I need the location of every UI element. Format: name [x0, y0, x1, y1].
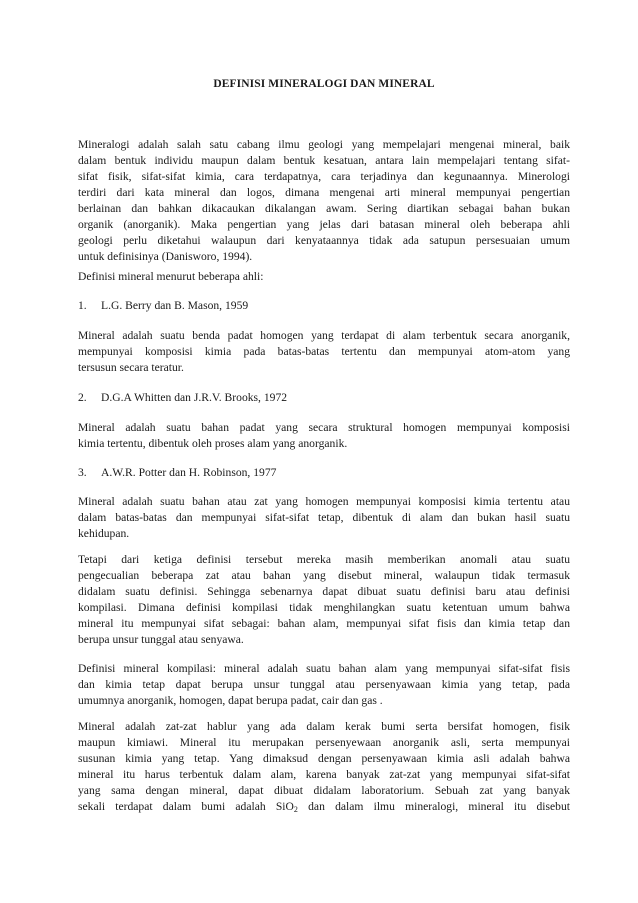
text-line: umumnya anorganik, homogen, dapat berupa padat, cair dan gas .: [78, 694, 383, 707]
list-item-3: [78, 465, 276, 481]
text-line: Mineral adalah suatu benda padat homogen yang terdapat di alam terbentuk secara anorganik,: [78, 329, 570, 342]
text-segment: sekali terdapat dalam bumi adalah SiO: [78, 800, 294, 813]
paragraph-crystalline: [78, 719, 570, 818]
paragraph-anomaly: [78, 552, 570, 648]
list-text: D.G.A Whitten dan J.R.V. Brooks, 1972: [101, 391, 288, 404]
paragraph-compilation: [78, 661, 570, 709]
text-line: berlainan dan bahkan dikacaukan dikalangan awam. Sering diartikan sebagai bahan bukan: [78, 202, 570, 215]
paragraph-definition-2: [78, 420, 570, 452]
text-segment: dan dalam ilmu mineralogi, mineral itu disebut: [297, 800, 570, 813]
text-line: dan kimia tetap dapat berupa unsur tunggal atau persenyawaan kimia yang tetap, pada: [78, 678, 570, 691]
list-item-1: [78, 298, 248, 314]
list-number: 1.: [78, 299, 87, 312]
text-line: untuk definisinya (Danisworo, 1994).: [78, 250, 253, 263]
text-line: kimia tertentu, dibentuk oleh proses alam yang anorganik.: [78, 437, 348, 450]
paragraph-definition-3: [78, 494, 570, 542]
text-line-formula: [78, 799, 570, 818]
text-line: Tetapi dari ketiga definisi tersebut mereka masih memberikan anomali atau suatu: [78, 553, 570, 566]
list-number: 3.: [78, 466, 87, 479]
list-number: 2.: [78, 391, 87, 404]
text-line: Mineral adalah zat-zat hablur yang ada dalam kerak bumi serta bersifat homogen, fisik: [78, 720, 570, 733]
text-line: Definisi mineral kompilasi: mineral adalah suatu bahan alam yang mempunyai sifat-sifat fisis: [78, 662, 570, 675]
text-line: maupun kimiawi. Mineral itu merupakan persenyewaan anorganik asli, serta mempunyai: [78, 736, 570, 749]
text-line: geologi perlu diketahui walaupun dari kenyataannya tidak ada satupun persesuaian umum: [78, 234, 570, 247]
paragraph-definitions-intro: [78, 269, 570, 285]
text-line: dalam batas-batas dan mempunyai sifat-sifat tetap, dibentuk di alam dan bukan hasil suatu: [78, 511, 570, 524]
text-line: Definisi mineral menurut beberapa ahli:: [78, 270, 264, 283]
text-line: dalam bentuk individu maupun dalam bentuk kesatuan, antara lain mempelajari tentang sifat-: [78, 154, 570, 167]
subscript: 2: [293, 805, 298, 814]
text-line: kompilasi. Dimana definisi kompilasi tidak menghilangkan suatu ketentuan umum bahwa: [78, 601, 570, 614]
list-text: A.W.R. Potter dan H. Robinson, 1977: [101, 466, 277, 479]
text-line: Mineral adalah suatu bahan atau zat yang homogen mempunyai komposisi kimia tertentu atau: [78, 495, 570, 508]
list-text: L.G. Berry dan B. Mason, 1959: [101, 299, 249, 312]
text-line: pengecualian beberapa zat atau bahan yang disebut mineral, walaupun tidak termasuk: [78, 569, 570, 582]
paragraph-definition-1: [78, 328, 570, 376]
paragraph-intro: [78, 137, 570, 265]
text-line: susunan kimia yang tetap. Yang dimaksud dengan persenyawaan kimia asli adalah bahwa: [78, 752, 570, 765]
text-line: berupa unsur tunggal atau senyawa.: [78, 633, 244, 646]
document-title: DEFINISI MINERALOGI DAN MINERAL: [213, 78, 435, 90]
text-line: mineral itu harus terbentuk dalam alam, karena banyak zat-zat yang mempunyai sifat-sifat: [78, 768, 570, 781]
text-line: Mineralogi adalah salah satu cabang ilmu geologi yang mempelajari mengenai mineral, baik: [78, 138, 570, 151]
text-line: Mineral adalah suatu bahan padat yang secara struktural homogen mempunyai komposisi: [78, 421, 570, 434]
text-line: mempunyai komposisi kimia pada batas-batas tertentu dan mempunyai atom-atom yang: [78, 345, 570, 358]
text-line: tersusun secara teratur.: [78, 361, 184, 374]
text-line: sifat fisik, sifat-sifat kimia, cara terdapatnya, cara terjadinya dan kegunaannya. Minerologi: [78, 170, 570, 183]
text-line: organik (anorganik). Maka pengertian yang jelas dari batasan mineral oleh beberapa ahli: [78, 218, 570, 231]
text-line: yang sama dengan mineral, dapat dibuat didalam laboratorium. Sebuah zat yang banyak: [78, 784, 570, 797]
text-line: didalam suatu definisi. Sehingga sebenarnya dapat dibuat suatu definisi baru atau definisi: [78, 585, 570, 598]
text-line: mineral itu mempunyai sifat sebagai: bahan alam, mempunyai sifat fisis dan kimia tetap dan: [78, 617, 570, 630]
list-item-2: [78, 390, 287, 406]
text-line: kehidupan.: [78, 527, 130, 540]
text-line: terdiri dari kata mineral dan logos, dimana mengenai arti mineral mempunyai pengertian: [78, 186, 570, 199]
